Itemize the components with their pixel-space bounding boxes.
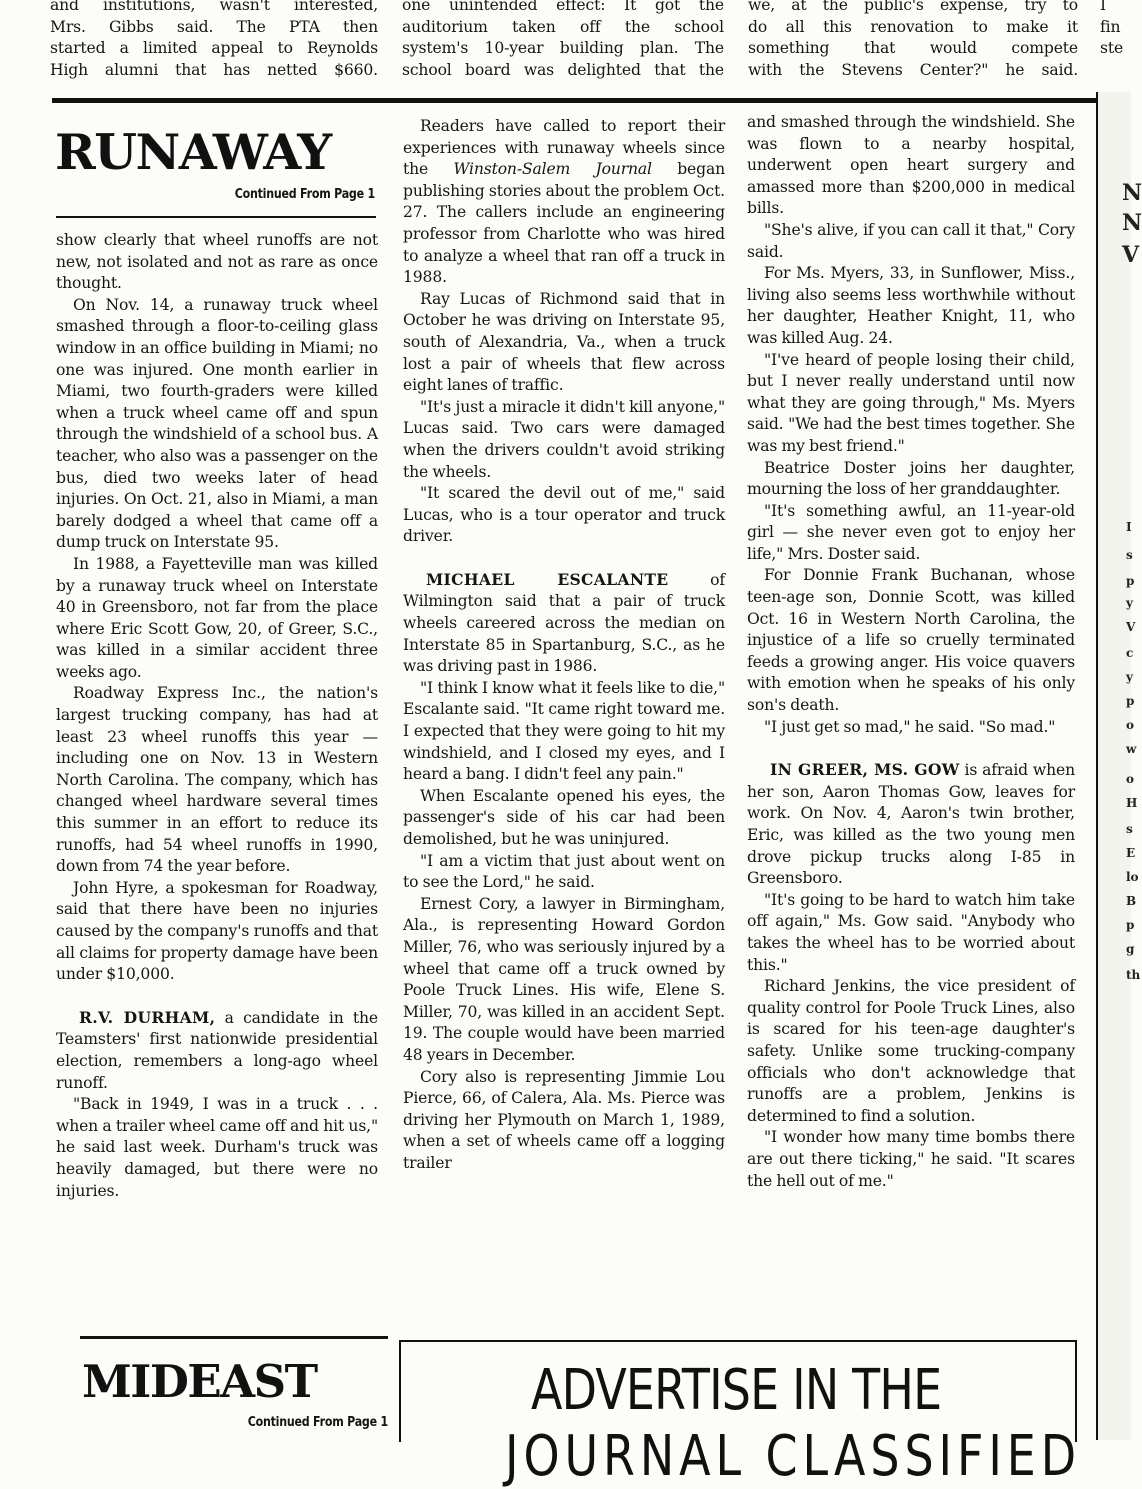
article-paragraph xyxy=(56,683,378,877)
mideast-headline: MIDEAST xyxy=(82,1355,317,1408)
fragment-line: we, at the public's expense, try to xyxy=(748,0,1078,14)
article-paragraph xyxy=(56,1094,378,1202)
article-paragraph xyxy=(747,890,1075,976)
top-fragment-col1 xyxy=(50,0,378,87)
adjacent-article-edge xyxy=(1098,92,1142,1440)
article-paragraph xyxy=(403,289,725,397)
paragraph-text: "It's just a miracle it didn't kill anyone," Lucas said. Two cars were damaged when the drivers couldn't avoid striking the wheels. xyxy=(403,397,725,481)
edge-letter: y xyxy=(1126,596,1133,610)
article-paragraph xyxy=(56,230,378,295)
runaway-headline: RUNAWAY xyxy=(55,123,331,181)
paragraph-text: "It scared the devil out of me," said Lucas, who is a tour operator and truck driver. xyxy=(403,484,725,546)
section-lead-in: IN GREER, MS. GOW xyxy=(770,760,960,780)
paragraph-text: "It's something awful, an 11-year-old girl — she never even got to enjoy her life," Mrs. Doster said. xyxy=(747,501,1075,563)
paragraph-text: "I've heard of people losing their child, but I never really understand until now what they are going through," Ms. Myers said. "We had the best times together. She was my best friend." xyxy=(747,350,1075,455)
paragraph-text: When Escalante opened his eyes, the passenger's side of his car had been demolished, but he was uninjured. xyxy=(403,786,725,848)
fragment-line: with the Stevens Center?" he said. xyxy=(748,60,1078,79)
edge-letter: th xyxy=(1126,968,1141,982)
edge-letter: g xyxy=(1126,942,1135,956)
edge-letter: H xyxy=(1126,796,1138,810)
runaway-column-3 xyxy=(747,112,1075,1326)
ad-headline-line-1: ADVERTISE IN THE xyxy=(531,1358,942,1423)
edge-letter: s xyxy=(1126,822,1133,836)
article-paragraph xyxy=(747,565,1075,716)
paragraph-text: Ernest Cory, a lawyer in Birmingham, Ala., is representing Howard Gordon Miller, 76, who was seriously injured by a wheel that came off a truck owned by Poole Truck Lines. His wife, Elene S. Miller, 70, was killed in an accident Sept. 19. The couple would have been married 48 years in December. xyxy=(403,894,725,1064)
edge-letter: V xyxy=(1126,620,1136,634)
paragraph-text: Roadway Express Inc., the nation's largest trucking company, has had at least 23 wheel runoffs this year — including one on Nov. 13 in Western North Carolina. The company, which has changed wheel hardware several times this summer in an effort to reduce its runoffs, had 54 wheel runoffs in 1990, down from 74 the year before. xyxy=(56,684,378,876)
fragment-line: I xyxy=(1100,0,1107,14)
mideast-jump-line: Continued From Page 1 xyxy=(247,1414,388,1430)
article-paragraph xyxy=(747,1127,1075,1192)
runaway-jump-line: Continued From Page 1 xyxy=(234,186,375,202)
article-paragraph xyxy=(403,397,725,483)
mideast-top-rule xyxy=(80,1336,388,1339)
article-paragraph xyxy=(747,458,1075,501)
ad-headline-line-2: JOURNAL CLASSIFIED xyxy=(505,1424,1081,1489)
edge-letter: lo xyxy=(1126,870,1139,884)
article-paragraph xyxy=(747,759,1075,890)
article-paragraph xyxy=(747,717,1075,739)
edge-letter: o xyxy=(1126,772,1135,786)
classified-ad-box xyxy=(399,1340,1081,1489)
section-lead-in: MICHAEL ESCALANTE xyxy=(426,569,669,589)
paragraph-text: In 1988, a Fayetteville man was killed by a runaway truck wheel on Interstate 40 in Greensboro, not far from the place where Eric Scott Gow, 20, of Greer, S.C., was killed in a similar accident three weeks ago. xyxy=(56,554,378,681)
article-paragraph xyxy=(403,483,725,548)
paragraph-text: "I wonder how many time bombs there are out there ticking," he said. "It scares the hell out of me." xyxy=(747,1128,1075,1190)
paragraph-text: On Nov. 14, a runaway truck wheel smashed through a floor-to-ceiling glass window in an office building in Miami; no one was injured. One month earlier in Miami, two fourth-graders were killed when a truck wheel came off and spun through the windshield of a school bus. A teacher, who also was a passenger on the bus, died two weeks later of head injuries. On Oct. 21, also in Miami, a man barely dodged a wheel that came off a dump truck on Interstate 95. xyxy=(56,295,378,552)
paragraph-text: "Back in 1949, I was in a truck . . . when a trailer wheel came off and hit us," he said last week. Durham's truck was heavily damaged, but there were no injuries. xyxy=(56,1095,378,1200)
edge-letter: p xyxy=(1126,574,1135,588)
edge-letter: I xyxy=(1126,520,1132,534)
section-lead-in: R.V. DURHAM, xyxy=(79,1007,216,1027)
article-paragraph xyxy=(403,851,725,894)
runaway-column-2 xyxy=(403,116,725,1326)
edge-letter: V xyxy=(1122,242,1140,268)
article-paragraph xyxy=(56,554,378,684)
paragraph-text: "I think I know what it feels like to die," Escalante said. "It came right toward me. I expected that they were going to hit my windshield, and I closed my eyes, and I heard a bang. I didn't feel any pain." xyxy=(403,678,725,784)
edge-letter: y xyxy=(1126,670,1133,684)
paragraph-text: John Hyre, a spokesman for Roadway, said that there have been no injuries caused by the company's runoffs and that all claims for property damage have been under $10,000. xyxy=(56,878,378,984)
fragment-line: auditorium taken off the school xyxy=(402,17,724,36)
paragraph-text: Ray Lucas of Richmond said that in October he was driving on Interstate 95, south of Alexandria, Va., when a truck lost a pair of wheels that flew across eight lanes of traffic. xyxy=(403,289,725,395)
fragment-line: ste xyxy=(1100,39,1124,58)
paragraph-text: Readers have called to report their experiences with runaway wheels since the xyxy=(403,117,725,179)
paragraph-text: "It's going to be hard to watch him take off again," Ms. Gow said. "Anybody who takes the wheel has to be worried about this." xyxy=(747,890,1075,974)
article-paragraph xyxy=(747,112,1075,220)
edge-letter: c xyxy=(1126,646,1134,660)
fragment-line: Mrs. Gibbs said. The PTA then xyxy=(50,17,378,36)
article-paragraph xyxy=(56,878,378,986)
paragraph-text: "She's alive, if you can call it that," Cory said. xyxy=(747,220,1075,261)
fragment-line: fin xyxy=(1100,17,1121,36)
article-paragraph xyxy=(403,894,725,1067)
paragraph-text: Cory also is representing Jimmie Lou Pierce, 66, of Calera, Ala. Ms. Pierce was driving her Plymouth on March 1, 1989, when a set of wheels came off a logging trailer xyxy=(403,1067,725,1172)
paragraph-text: Beatrice Doster joins her daughter, mourning the loss of her granddaughter. xyxy=(747,458,1075,499)
fragment-line: and institutions, wasn't interested, xyxy=(50,0,378,14)
newspaper-name: Winston-Salem Journal xyxy=(453,160,652,179)
article-paragraph xyxy=(747,350,1075,458)
paragraph-text: For Ms. Myers, 33, in Sunflower, Miss., living also seems less worthwhile without her daughter, Heather Knight, 11, who was killed Aug. 24. xyxy=(747,264,1075,347)
edge-letter: N xyxy=(1122,210,1142,236)
paragraph-text: "I am a victim that just about went on to see the Lord," he said. xyxy=(403,851,725,892)
edge-letter: E xyxy=(1126,846,1136,860)
top-fragment-col3 xyxy=(748,0,1078,87)
article-paragraph xyxy=(747,263,1075,349)
fragment-line: system's 10-year building plan. The xyxy=(402,39,724,58)
top-fragment-col2 xyxy=(402,0,724,87)
paragraph-text: is afraid when her son, Aaron Thomas Gow, leaves for work. On Nov. 4, Aaron's twin brother, Eric, was killed as the two young men drove pickup trucks along I-85 in Greensboro. xyxy=(747,761,1075,888)
edge-letter: p xyxy=(1126,918,1135,932)
article-paragraph xyxy=(56,1007,378,1094)
paragraph-text: "I just get so mad," he said. "So mad." xyxy=(764,717,1056,736)
paragraph-text: show clearly that wheel runoffs are not new, not isolated and not as rare as once thought. xyxy=(56,231,378,293)
paragraph-text: a candidate in the Teamsters' first nationwide presidential election, remembers a long-ago wheel runoff. xyxy=(56,1008,378,1092)
paragraph-text: For Donnie Frank Buchanan, whose teen-age son, Donnie Scott, was killed Oct. 16 in Western North Carolina, the injustice of a life so cruelly terminated feeds a growing anger. His voice quavers with emotion when he speaks of his only son's death. xyxy=(747,566,1075,715)
fragment-line: one unintended effect: It got the xyxy=(402,0,724,14)
fragment-line: High alumni that has netted $660. xyxy=(50,60,378,79)
top-fragment-col4 xyxy=(1100,0,1131,87)
article-paragraph xyxy=(403,116,725,289)
fragment-line: do all this renovation to make it xyxy=(748,17,1078,36)
headline-underline xyxy=(56,216,376,218)
article-paragraph xyxy=(56,295,378,554)
fragment-line: started a limited appeal to Reynolds xyxy=(50,39,378,58)
section-top-rule xyxy=(52,98,1098,103)
edge-letter: o xyxy=(1126,718,1135,732)
paragraph-text-after: began publishing stories about the problem Oct. 27. The callers include an engineering professor from Charlotte who was hired to analyze a wheel that ran off a truck in 1988. xyxy=(403,160,725,287)
article-paragraph xyxy=(403,678,725,786)
article-paragraph xyxy=(403,569,725,678)
edge-letter: B xyxy=(1126,894,1137,908)
edge-letter: w xyxy=(1126,742,1137,756)
article-paragraph xyxy=(403,1067,725,1175)
article-paragraph xyxy=(747,220,1075,263)
paragraph-text: of Wilmington said that a pair of truck wheels careered across the median on Interstate 85 in Spartanburg, S.C., as he was driving past in 1986. xyxy=(403,570,725,676)
runaway-column-1 xyxy=(56,230,378,1325)
paragraph-text: Richard Jenkins, the vice president of quality control for Poole Truck Lines, also is scared for his teen-age daughter's safety. Unlike some trucking-company officials who don't acknowledge that runoffs are a problem, Jenkins is determined to find a solution. xyxy=(747,977,1075,1125)
article-paragraph xyxy=(403,786,725,851)
fragment-line: something that would compete xyxy=(748,39,1078,58)
edge-letter: s xyxy=(1126,548,1133,562)
edge-letter: p xyxy=(1126,694,1135,708)
fragment-line: school board was delighted that the xyxy=(402,60,724,79)
edge-letter: N xyxy=(1122,180,1142,206)
article-paragraph xyxy=(747,501,1075,566)
article-paragraph xyxy=(747,976,1075,1127)
paragraph-text: and smashed through the windshield. She was flown to a nearby hospital, underwent open heart surgery and amassed more than $200,000 in medical bills. xyxy=(747,113,1075,218)
